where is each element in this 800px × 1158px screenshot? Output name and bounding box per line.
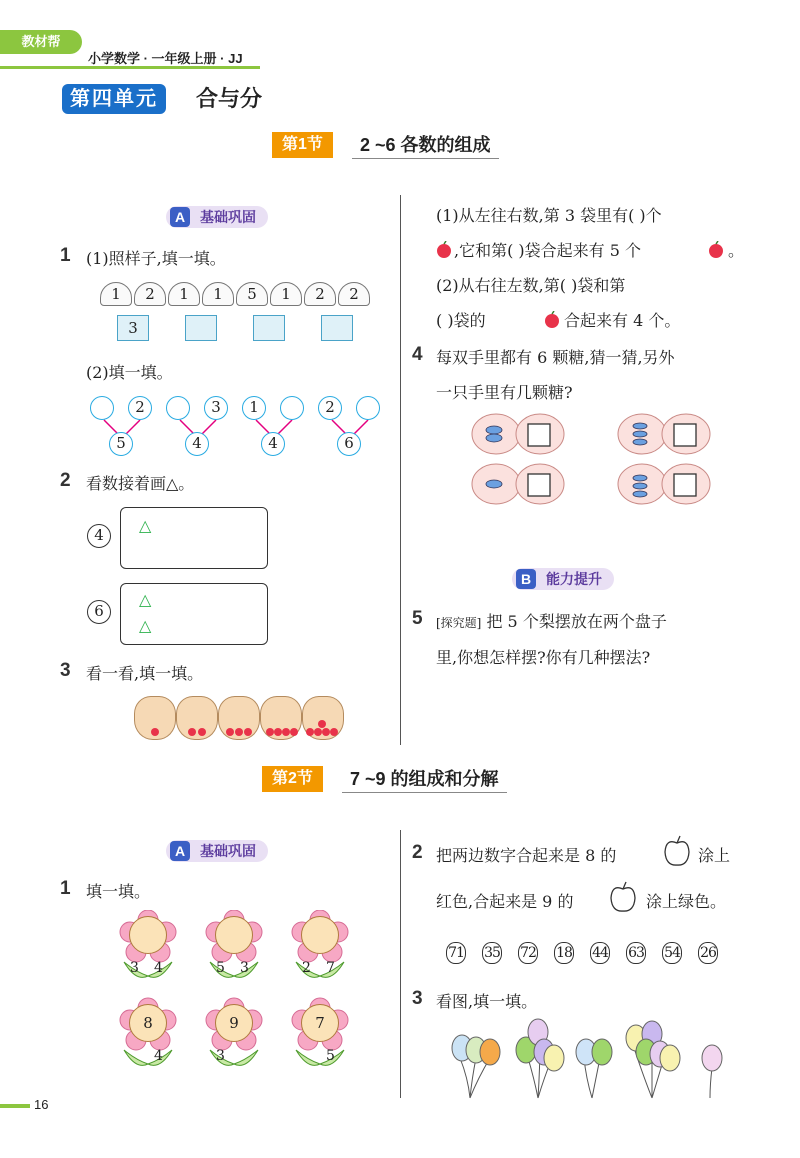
bags-illustration bbox=[134, 694, 344, 744]
answer-box[interactable]: 3 bbox=[117, 315, 149, 341]
column-divider bbox=[400, 195, 401, 745]
sub-a-badge bbox=[166, 206, 268, 228]
q2-number: 2 bbox=[60, 470, 71, 491]
book-title: 小学数学 · 一年级上册 · JJ bbox=[88, 51, 243, 66]
sub-b-letter: B bbox=[516, 569, 536, 589]
header-rule bbox=[0, 66, 260, 69]
flower-leaf-right: 4 bbox=[154, 960, 163, 976]
chute-right: 1 bbox=[270, 282, 302, 306]
s2q2-line1 bbox=[436, 834, 756, 870]
bag-apples bbox=[134, 694, 344, 744]
sub-a-label: 基础巩固 bbox=[200, 209, 256, 225]
number-apple[interactable]: 26 bbox=[698, 942, 718, 964]
sub-a-letter: A bbox=[170, 207, 190, 227]
triangle-icon: △ bbox=[139, 516, 152, 535]
q2-draw-box[interactable] bbox=[120, 583, 268, 645]
q5-line1-text: 把 5 个梨摆放在两个盘子 bbox=[486, 612, 667, 631]
q3-line2-end: 。 bbox=[728, 241, 745, 260]
flower-leaf-right: 5 bbox=[326, 1048, 335, 1064]
number-apple[interactable]: 72 bbox=[518, 942, 538, 964]
s2q3-number: 3 bbox=[412, 988, 423, 1009]
flower-leaf-left: 3 bbox=[130, 960, 139, 976]
section1-title: 2 ~6 各数的组成 bbox=[352, 132, 499, 159]
q1-number: 1 bbox=[60, 245, 71, 266]
hands-icon bbox=[470, 412, 730, 512]
answer-box[interactable] bbox=[185, 315, 217, 341]
apple-outline-icon bbox=[662, 834, 692, 868]
q4-line1: 每双手里都有 6 颗糖,猜一猜,另外 bbox=[436, 348, 675, 367]
tree-bottom: 4 bbox=[185, 432, 209, 456]
flower-leaf-left: 2 bbox=[302, 960, 311, 976]
flower-center: 9 bbox=[215, 1004, 253, 1042]
chute-left: 2 bbox=[304, 282, 336, 306]
flower-center: 8 bbox=[129, 1004, 167, 1042]
tree-right[interactable] bbox=[280, 396, 304, 420]
q4-line2: 一只手里有几颗糖? bbox=[436, 383, 573, 402]
hands-illustration bbox=[470, 412, 730, 512]
q3-text: 看一看,填一填。 bbox=[86, 664, 204, 683]
q3-line3: (2)从右往左数,第( )袋和第 bbox=[436, 276, 626, 295]
number-apple[interactable]: 63 bbox=[626, 942, 646, 964]
number-apple[interactable]: 35 bbox=[482, 942, 502, 964]
tree-left[interactable] bbox=[166, 396, 190, 420]
triangle-icon: △ bbox=[139, 616, 152, 635]
q1-trees bbox=[88, 396, 388, 460]
q2-count-circle: 6 bbox=[87, 600, 111, 624]
s2q1-text: 填一填。 bbox=[86, 882, 151, 901]
tree-right: 2 bbox=[128, 396, 152, 420]
s2q2-number: 2 bbox=[412, 842, 423, 863]
tree-left[interactable] bbox=[90, 396, 114, 420]
unit-title: 合与分 bbox=[196, 86, 263, 111]
flower-center: 7 bbox=[301, 1004, 339, 1042]
s2q3-text: 看图,填一填。 bbox=[436, 992, 538, 1011]
q3-line2-text: ,它和第( )袋合起来有 5 个 bbox=[454, 241, 642, 260]
s2q2-line2b: 涂上绿色。 bbox=[646, 892, 727, 911]
s2q2-apples bbox=[446, 938, 736, 968]
apple-outline-icon bbox=[608, 880, 638, 914]
q5-line1 bbox=[436, 609, 667, 632]
triangle-icon: △ bbox=[139, 590, 152, 609]
tree-left: 2 bbox=[318, 396, 342, 420]
sub-a2-label: 基础巩固 bbox=[200, 843, 256, 859]
answer-box[interactable] bbox=[321, 315, 353, 341]
q3-line1: (1)从左往右数,第 3 袋里有( )个 bbox=[436, 206, 662, 225]
number-apple[interactable]: 44 bbox=[590, 942, 610, 964]
unit-badge: 第四单元 bbox=[62, 84, 166, 114]
q5-line2: 里,你想怎样摆?你有几种摆法? bbox=[436, 648, 651, 667]
number-apple[interactable]: 71 bbox=[446, 942, 466, 964]
q2-count-circle: 4 bbox=[87, 524, 111, 548]
tree-bottom: 6 bbox=[337, 432, 361, 456]
column-divider-2 bbox=[400, 830, 401, 1098]
s2q2-line2 bbox=[436, 880, 756, 916]
answer-box[interactable] bbox=[253, 315, 285, 341]
q5-tag: [探究题] bbox=[436, 616, 482, 630]
apple-icon bbox=[708, 241, 724, 258]
page-number: 16 bbox=[34, 1097, 49, 1112]
flower-leaf-right: 3 bbox=[240, 960, 249, 976]
section2-badge: 第2节 bbox=[262, 766, 323, 792]
flowers-grid bbox=[118, 910, 378, 1090]
q1-part1: (1)照样子,填一填。 bbox=[86, 249, 226, 268]
q4-number: 4 bbox=[412, 344, 423, 365]
q2-draw-box[interactable] bbox=[120, 507, 268, 569]
tree-bottom: 4 bbox=[261, 432, 285, 456]
s2q1-number: 1 bbox=[60, 878, 71, 899]
number-apple[interactable]: 18 bbox=[554, 942, 574, 964]
chute-right: 1 bbox=[202, 282, 234, 306]
s2q2-line1a: 把两边数字合起来是 8 的 bbox=[436, 846, 617, 865]
flower-center[interactable] bbox=[129, 916, 167, 954]
flower-center[interactable] bbox=[301, 916, 339, 954]
chute-right: 2 bbox=[134, 282, 166, 306]
tree-right[interactable] bbox=[356, 396, 380, 420]
number-apple[interactable]: 54 bbox=[662, 942, 682, 964]
chute-left: 1 bbox=[168, 282, 200, 306]
flower-leaf-left: 3 bbox=[216, 1048, 225, 1064]
chute-right: 2 bbox=[338, 282, 370, 306]
chute-left: 5 bbox=[236, 282, 268, 306]
sub-b-badge bbox=[512, 568, 614, 590]
q3-line4 bbox=[436, 308, 746, 332]
apple-icon bbox=[436, 241, 452, 258]
s2q2-line1b: 涂上 bbox=[698, 846, 731, 865]
page-number-bar bbox=[0, 1104, 30, 1108]
q3-line4a: ( )袋的 bbox=[436, 311, 486, 330]
section2-title: 7 ~9 的组成和分解 bbox=[342, 766, 507, 793]
apple-icon bbox=[544, 311, 560, 328]
flower-leaf-left: 5 bbox=[216, 960, 225, 976]
section1-badge: 第1节 bbox=[272, 132, 333, 158]
sub-a2-badge bbox=[166, 840, 268, 862]
flower-leaf-right: 4 bbox=[154, 1048, 163, 1064]
flower-center[interactable] bbox=[215, 916, 253, 954]
chute-left: 1 bbox=[100, 282, 132, 306]
s2q2-line2a: 红色,合起来是 9 的 bbox=[436, 892, 574, 911]
q3-line2 bbox=[436, 238, 746, 262]
sub-b-label: 能力提升 bbox=[546, 571, 602, 587]
q1-part2: (2)填一填。 bbox=[86, 363, 173, 382]
series-tag: 教材帮 bbox=[0, 30, 82, 54]
q3-number: 3 bbox=[60, 660, 71, 681]
tree-left: 1 bbox=[242, 396, 266, 420]
q2-text: 看数接着画△。 bbox=[86, 474, 195, 493]
q3-line4b: 合起来有 4 个。 bbox=[564, 311, 681, 330]
balloons-illustration bbox=[448, 1018, 738, 1102]
sub-a2-letter: A bbox=[170, 841, 190, 861]
q5-number: 5 bbox=[412, 608, 423, 629]
balloon-icon bbox=[448, 1018, 738, 1102]
tree-right: 3 bbox=[204, 396, 228, 420]
tree-bottom: 5 bbox=[109, 432, 133, 456]
q1-parachutes bbox=[100, 282, 380, 347]
flower-leaf-right: 7 bbox=[326, 960, 335, 976]
